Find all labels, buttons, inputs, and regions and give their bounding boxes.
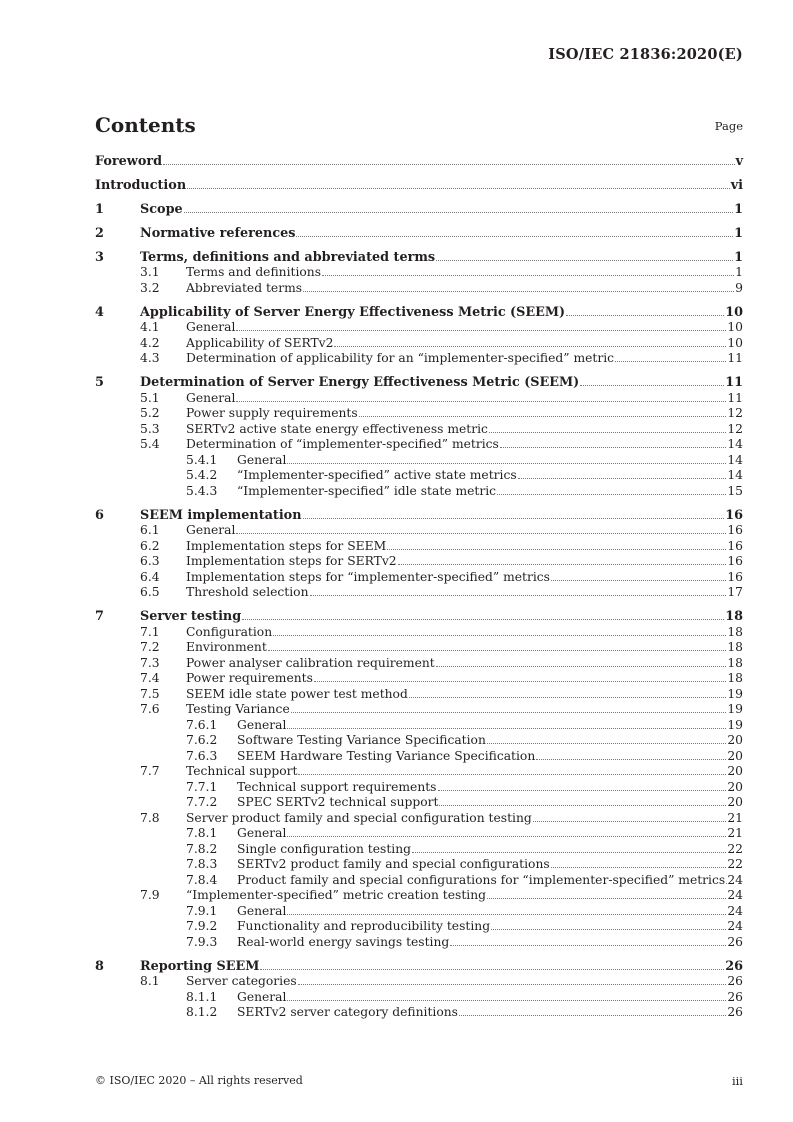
toc-entry-number: 8 [95,958,104,974]
toc-entry[interactable] [95,202,743,218]
toc-entry-page: 24 [727,903,743,918]
toc-entry-page: 20 [727,779,743,794]
toc-entry-number: 6.3 [140,554,160,568]
dot-leader [580,384,724,386]
toc-entry[interactable] [95,305,743,321]
toc-entry[interactable] [95,609,743,625]
toc-entry-number: 5.4.1 [186,452,218,467]
toc-entry-number: 5.4.3 [186,483,218,498]
toc-entry-page: 20 [727,748,743,763]
table-of-contents [95,154,743,1021]
page-title: Contents [95,113,196,137]
toc-entry[interactable] [95,320,743,336]
toc-entry-number: 4.3 [140,351,160,365]
toc-entry-title: Determination of applicability for an “implementer-specified” metric [186,351,615,365]
toc-entry-page: 18 [727,624,743,639]
toc-entry-number: 7.3 [140,655,160,670]
toc-entry-title: Foreword [95,154,163,169]
dot-leader [242,618,724,620]
toc-entry[interactable] [95,406,743,422]
toc-entry-number: 7.7.2 [186,795,218,809]
toc-entry-number: 2 [95,225,104,241]
toc-entry-title: General [186,523,236,537]
toc-entry-title: Power supply requirements [186,406,358,420]
toc-entry[interactable] [95,437,743,453]
dot-leader [551,579,726,581]
toc-entry-number: 7.1 [140,624,160,639]
dot-leader [438,789,727,791]
toc-entry-page: v [735,154,743,169]
dot-leader [491,928,726,930]
dot-leader [412,851,726,853]
toc-entry-page: 26 [725,958,743,974]
toc-entry-title: SERTv2 active state energy effectiveness metric [186,421,488,436]
toc-entry-page: 26 [727,1005,743,1019]
toc-entry[interactable] [95,570,743,586]
toc-entry-page: 1 [735,265,743,279]
toc-entry[interactable] [95,826,743,842]
toc-entry-title: “Implementer-specified” active state metrics [237,468,517,482]
dot-leader [296,235,733,237]
dot-leader [187,187,730,189]
toc-entry[interactable] [95,375,743,391]
toc-entry-page: 10 [727,335,743,350]
dot-leader [518,477,727,479]
toc-entry-page: 16 [727,554,743,568]
toc-entry[interactable] [95,990,743,1006]
toc-entry[interactable] [95,718,743,734]
toc-entry-page: 20 [727,733,743,747]
toc-entry-title: Software Testing Variance Specification [237,733,486,747]
toc-entry-page: 26 [727,989,743,1004]
toc-entry[interactable] [95,857,743,873]
toc-entry[interactable] [95,453,743,469]
toc-entry-number: 7.9.1 [186,903,218,918]
toc-entry-page: 11 [725,375,743,390]
dot-leader [500,446,727,448]
toc-entry-title: SERTv2 server category definitions [237,1005,458,1019]
dot-leader [439,804,726,806]
toc-entry[interactable] [95,919,743,935]
toc-entry-page: 12 [727,421,743,436]
toc-entry-number: 4.1 [140,320,160,334]
toc-entry-page: 14 [727,437,743,451]
toc-entry-page: 14 [727,468,743,482]
toc-entry-title: General [237,903,287,918]
toc-entry-number: 7.8.3 [186,857,218,871]
toc-entry[interactable] [95,484,743,500]
toc-entry-title: Introduction [95,177,187,193]
toc-entry[interactable] [95,764,743,780]
toc-entry-number: 8.1 [140,974,160,988]
toc-entry-page: 14 [727,452,743,467]
toc-entry-page: 16 [725,507,743,523]
toc-entry-page: 22 [727,857,743,871]
toc-entry[interactable] [95,523,743,539]
toc-entry-number: 7.8.4 [186,872,218,887]
toc-entry[interactable] [95,468,743,484]
toc-entry-number: 8.1.1 [186,989,218,1004]
toc-entry-title: Applicability of SERTv2 [186,335,334,350]
toc-entry-title: Testing Variance [186,702,290,716]
toc-entry-title: Product family and special configurations for “implementer-specified” metrics [237,872,726,887]
toc-entry-number: 7 [95,609,104,624]
dot-leader [487,742,726,744]
dot-leader [303,290,734,292]
toc-entry-page: 19 [727,702,743,716]
toc-entry[interactable] [95,554,743,570]
toc-entry-page: 18 [727,655,743,670]
toc-entry-title: Implementation steps for SEEM [186,538,387,553]
toc-entry-page: 24 [727,919,743,933]
page-column-label: Page [714,119,743,133]
toc-entry[interactable] [95,842,743,858]
dot-leader [566,314,724,316]
toc-entry-number: 8.1.2 [186,1005,218,1019]
toc-entry[interactable] [95,795,743,811]
toc-entry-page: 24 [727,872,743,887]
dot-leader [287,999,726,1001]
toc-entry[interactable] [95,391,743,407]
toc-entry-title: Implementation steps for “implementer-specified” metrics [186,569,550,584]
toc-entry[interactable] [95,687,743,703]
toc-entry-number: 7.8.1 [186,826,218,840]
toc-entry-title: SERTv2 product family and special configurations [237,857,550,871]
toc-entry-title: SPEC SERTv2 technical support [237,795,439,809]
toc-entry-number: 3.2 [140,280,160,295]
dot-leader [436,259,733,261]
dot-leader [298,983,727,985]
toc-entry-page: 16 [727,523,743,537]
toc-entry-page: 1 [734,225,743,241]
toc-entry-title: Threshold selection [186,585,309,599]
toc-entry-page: 19 [727,686,743,701]
toc-entry[interactable] [95,888,743,904]
dot-leader [450,944,726,946]
toc-entry-number: 7.6.1 [186,717,218,732]
toc-entry[interactable] [95,508,743,524]
toc-entry-page: 18 [727,671,743,685]
toc-entry-number: 6.5 [140,585,160,599]
dot-leader [268,649,727,651]
toc-entry-page: 11 [727,390,743,405]
toc-entry[interactable] [95,959,743,975]
toc-entry-title: Functionality and reproducibility testing [237,919,491,933]
toc-entry-number: 3 [95,249,104,265]
toc-entry-number: 5.3 [140,421,160,436]
toc-entry[interactable] [95,974,743,990]
toc-entry-title: Technical support requirements [237,779,437,794]
toc-entry-page: 21 [727,810,743,825]
toc-entry[interactable] [95,625,743,641]
dot-leader [436,665,727,667]
toc-entry-page: 26 [727,974,743,988]
toc-entry-number: 4 [95,304,104,320]
toc-entry-title: Single configuration testing [237,841,411,856]
toc-entry-title: Configuration [186,624,273,639]
toc-entry-title: Applicability of Server Energy Effectiveness Metric (SEEM) [140,304,566,320]
toc-entry-title: Environment [186,640,267,654]
toc-entry[interactable] [95,904,743,920]
dot-leader [398,563,727,565]
dot-leader [387,548,726,550]
toc-entry-page: 17 [727,585,743,599]
toc-entry-number: 7.4 [140,671,160,685]
dot-leader [236,329,726,331]
page-number: iii [731,1074,743,1088]
toc-entry-number: 6 [95,507,104,523]
toc-entry-title: Power requirements [186,671,313,685]
toc-entry-title: Real-world energy savings testing [237,934,450,949]
dot-leader [273,634,726,636]
toc-entry-number: 7.6 [140,702,160,716]
toc-entry[interactable] [95,585,743,601]
toc-entry-title: SEEM implementation [140,507,302,523]
toc-entry-title: Server product family and special configuration testing [186,810,532,825]
toc-entry[interactable] [95,702,743,718]
toc-entry-page: 21 [727,826,743,840]
dot-leader [615,360,726,362]
toc-entry-page: 16 [727,538,743,553]
toc-entry-number: 7.6.2 [186,733,218,747]
toc-entry-number: 5 [95,375,104,390]
toc-entry-page: 11 [727,351,743,365]
toc-entry-number: 7.9.2 [186,919,218,933]
toc-entry-number: 3.1 [140,265,160,279]
toc-entry-number: 7.9 [140,888,160,902]
dot-leader [291,711,727,713]
toc-entry-page: 1 [734,249,743,265]
toc-entry-number: 7.9.3 [186,934,218,949]
toc-entry[interactable] [95,671,743,687]
toc-entry[interactable] [95,656,743,672]
toc-entry[interactable] [95,539,743,555]
toc-entry[interactable] [95,640,743,656]
toc-entry-number: 7.8.2 [186,841,218,856]
dot-leader [236,532,726,534]
dot-leader [536,758,726,760]
toc-entry-number: 5.2 [140,406,160,420]
toc-entry[interactable] [95,250,743,266]
toc-entry-page: 10 [727,320,743,334]
toc-entry-title: Normative references [140,225,296,241]
toc-entry[interactable] [95,178,743,194]
dot-leader [551,866,727,868]
toc-entry-title: Abbreviated terms [186,280,303,295]
toc-entry-page: 9 [735,280,743,295]
toc-entry-number: 6.2 [140,538,160,553]
toc-entry[interactable] [95,265,743,281]
toc-entry[interactable] [95,1005,743,1021]
copyright-footer: © ISO/IEC 2020 – All rights reserved [95,1074,303,1087]
toc-entry-page: 18 [727,640,743,654]
toc-entry[interactable] [95,873,743,889]
toc-entry-page: 1 [734,201,743,217]
toc-entry-title: Determination of Server Energy Effectiveness Metric (SEEM) [140,375,580,390]
toc-entry-title: Server categories [186,974,297,988]
dot-leader [184,211,733,213]
toc-entry-title: Scope [140,201,183,217]
dot-leader [314,680,726,682]
toc-entry-number: 5.4.2 [186,468,218,482]
dot-leader [163,163,735,165]
toc-entry-title: General [237,826,287,840]
toc-entry-page: 12 [727,406,743,420]
toc-entry-title: Technical support [186,764,298,778]
toc-entry-title: General [237,989,287,1004]
dot-leader [409,696,727,698]
toc-entry-number: 7.6.3 [186,748,218,763]
toc-entry[interactable] [95,281,743,297]
dot-leader [497,493,726,495]
toc-entry-page: 20 [727,764,743,778]
toc-entry-title: General [186,320,236,334]
toc-entry-title: Determination of “implementer-specified” metrics [186,437,499,451]
dot-leader [310,594,727,596]
toc-entry[interactable] [95,733,743,749]
toc-entry-page: 19 [727,717,743,732]
toc-entry-title: “Implementer-specified” metric creation testing [186,888,486,902]
toc-entry-number: 7.8 [140,810,160,825]
toc-entry-title: General [237,717,287,732]
dot-leader [287,913,726,915]
toc-entry-title: Implementation steps for SERTv2 [186,554,397,568]
toc-entry[interactable] [95,226,743,242]
toc-entry-page: vi [730,177,743,193]
toc-entry-number: 7.7 [140,764,160,778]
dot-leader [322,274,734,276]
toc-entry-page: 15 [727,483,743,498]
dot-leader [298,773,726,775]
toc-entry-number: 7.5 [140,686,160,701]
toc-entry-number: 4.2 [140,335,160,350]
toc-entry-title: General [186,390,236,405]
toc-entry[interactable] [95,336,743,352]
dot-leader [459,1014,726,1016]
toc-entry[interactable] [95,351,743,367]
toc-entry-page: 18 [725,609,743,624]
toc-entry-title: General [237,452,287,467]
dot-leader [487,897,726,899]
toc-entry-number: 5.4 [140,437,160,451]
toc-entry-title: Power analyser calibration requirement [186,655,435,670]
dot-leader [287,727,726,729]
toc-entry[interactable] [95,780,743,796]
toc-entry-page: 24 [727,888,743,902]
dot-leader [287,462,726,464]
toc-entry-title: Server testing [140,609,242,624]
toc-entry-title: SEEM idle state power test method [186,686,408,701]
dot-leader [489,431,726,433]
toc-entry[interactable] [95,154,743,170]
toc-entry-title: Reporting SEEM [140,958,260,974]
dot-leader [334,345,726,347]
dot-leader [260,968,724,970]
toc-entry-number: 7.7.1 [186,779,218,794]
toc-entry-page: 26 [727,934,743,949]
toc-entry-number: 6.1 [140,523,160,537]
dot-leader [359,415,727,417]
toc-entry-title: “Implementer-specified” idle state metric [237,483,497,498]
toc-entry-number: 7.2 [140,640,160,654]
toc-entry[interactable] [95,749,743,765]
toc-entry[interactable] [95,935,743,951]
toc-entry-title: Terms and definitions [186,265,322,279]
document-id-header: ISO/IEC 21836:2020(E) [548,46,743,63]
toc-entry-page: 10 [725,304,743,320]
toc-entry-page: 16 [727,569,743,584]
dot-leader [236,400,726,402]
toc-entry-number: 6.4 [140,569,160,584]
toc-entry-page: 20 [727,795,743,809]
dot-leader [303,517,725,519]
toc-entry-number: 1 [95,201,104,217]
toc-entry[interactable] [95,811,743,827]
dot-leader [287,835,726,837]
dot-leader [533,820,727,822]
toc-entry[interactable] [95,422,743,438]
toc-entry-number: 5.1 [140,390,160,405]
toc-entry-title: SEEM Hardware Testing Variance Specification [237,748,536,763]
toc-entry-title: Terms, definitions and abbreviated terms [140,249,436,265]
toc-entry-page: 22 [727,841,743,856]
